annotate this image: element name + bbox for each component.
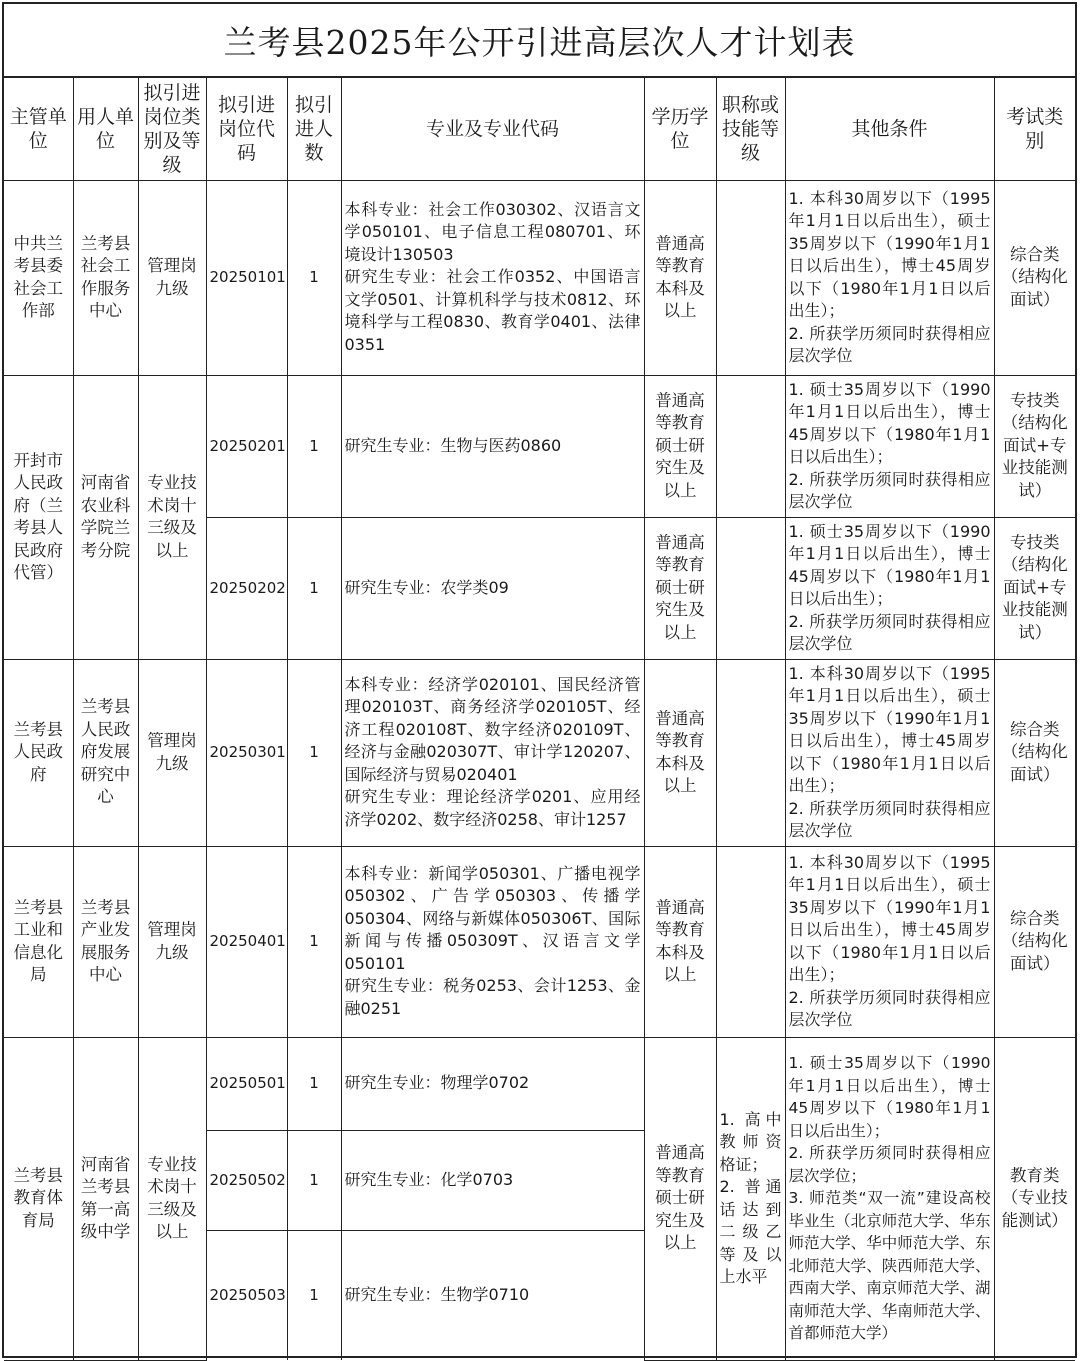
- header-exam: 考试类别: [994, 78, 1075, 180]
- header-other: 其他条件: [785, 78, 994, 180]
- recruitment-plan-table: [4, 78, 1075, 1361]
- cell-count: 1: [287, 1130, 341, 1230]
- cell-count: 1: [287, 180, 341, 375]
- page-title: 兰考县2025年公开引进高层次人才计划表: [4, 4, 1075, 78]
- cell-exam: 综合类（结构化面试）: [994, 659, 1075, 846]
- cell-education: 普通高等教育本科及以上: [644, 659, 716, 846]
- cell-exam: 综合类（结构化面试）: [994, 846, 1075, 1037]
- cell-title-level: [716, 846, 785, 1037]
- cell-title-level: [716, 375, 785, 517]
- cell-major: 研究生专业：农学类09: [341, 517, 644, 659]
- cell-post-code: 20250301: [206, 659, 287, 846]
- cell-unit: 兰考县人民政府发展研究中心: [73, 659, 138, 846]
- recruitment-plan-sheet: [2, 2, 1077, 1358]
- header-dept: 主管单位: [4, 78, 73, 180]
- cell-other: 1. 硕士35周岁以下（1990年1月1日以后出生），博士45周岁以下（1980年1月1日以后出生）； 2. 所获学历须同时获得相应层次学位: [785, 375, 994, 517]
- header-education: 学历学位: [644, 78, 716, 180]
- cell-major: 研究生专业：化学0703: [341, 1130, 644, 1230]
- cell-count: 1: [287, 1230, 341, 1360]
- header-post-code: 拟引进岗位代码: [206, 78, 287, 180]
- cell-other: 1. 本科30周岁以下（1995年1月1日以后出生），硕士35周岁以下（1990年1月1日以后出生），博士45周岁以下（1980年1月1日以后出生）； 2. 所获学历须同时获得相应层次学位: [785, 180, 994, 375]
- header-row: [4, 78, 1075, 180]
- table-row: [4, 1037, 1075, 1130]
- cell-count: 1: [287, 517, 341, 659]
- cell-count: 1: [287, 375, 341, 517]
- cell-post-code: 20250201: [206, 375, 287, 517]
- cell-post-code: 20250503: [206, 1230, 287, 1360]
- cell-post-code: 20250401: [206, 846, 287, 1037]
- cell-major: 本科专业：社会工作030302、汉语言文学050101、电子信息工程080701、环境设计130503 研究生专业：社会工作0352、中国语言文学0501、计算机科学与技术0812、环境科学与工程0830、教育学0401、法律0351: [341, 180, 644, 375]
- table-row: [4, 375, 1075, 517]
- cell-education: 普通高等教育本科及以上: [644, 846, 716, 1037]
- cell-education: 普通高等教育本科及以上: [644, 180, 716, 375]
- cell-education: 普通高等教育硕士研究生及以上: [644, 517, 716, 659]
- cell-count: 1: [287, 659, 341, 846]
- cell-dept: 兰考县工业和信息化局: [4, 846, 73, 1037]
- cell-post-code: 20250101: [206, 180, 287, 375]
- cell-dept: 中共兰考县委社会工作部: [4, 180, 73, 375]
- header-post-type: 拟引进岗位类别及等级: [138, 78, 206, 180]
- cell-title-level: [716, 180, 785, 375]
- cell-post-code: 20250502: [206, 1130, 287, 1230]
- cell-exam: 专技类（结构化面试+专业技能测试）: [994, 375, 1075, 517]
- cell-count: 1: [287, 846, 341, 1037]
- cell-post-code: 20250202: [206, 517, 287, 659]
- cell-unit: 河南省兰考县第一高级中学: [73, 1037, 138, 1360]
- cell-other: 1. 本科30周岁以下（1995年1月1日以后出生），硕士35周岁以下（1990年1月1日以后出生），博士45周岁以下（1980年1月1日以后出生）； 2. 所获学历须同时获得相应层次学位: [785, 659, 994, 846]
- cell-major: 研究生专业：生物与医药0860: [341, 375, 644, 517]
- cell-major: 研究生专业：生物学0710: [341, 1230, 644, 1360]
- header-count: 拟引进人数: [287, 78, 341, 180]
- cell-count: 1: [287, 1037, 341, 1130]
- cell-education: 普通高等教育硕士研究生及以上: [644, 375, 716, 517]
- table-row: [4, 659, 1075, 846]
- cell-dept: 开封市人民政府（兰考县人民政府代管）: [4, 375, 73, 659]
- cell-post-type: 专业技术岗十三级及以上: [138, 1037, 206, 1360]
- cell-dept: 兰考县人民政府: [4, 659, 73, 846]
- cell-unit: 兰考县产业发展服务中心: [73, 846, 138, 1037]
- cell-post-type: 专业技术岗十三级及以上: [138, 375, 206, 659]
- cell-title-level: 1. 高中教师资格证； 2. 普通话达到二级乙等及以上水平: [716, 1037, 785, 1360]
- header-title-level: 职称或技能等级: [716, 78, 785, 180]
- cell-dept: 兰考县教育体育局: [4, 1037, 73, 1360]
- cell-post-type: 管理岗九级: [138, 846, 206, 1037]
- cell-unit: 兰考县社会工作服务中心: [73, 180, 138, 375]
- cell-post-type: 管理岗九级: [138, 659, 206, 846]
- cell-major: 本科专业：经济学020101、国民经济管理020103T、商务经济学020105T、经济工程020108T、数字经济020109T、经济与金融020307T、审计学120207、国际经济与贸易020401 研究生专业：理论经济学0201、应用经济学0202、数字经济0258、审计1257: [341, 659, 644, 846]
- cell-major: 本科专业：新闻学050301、广播电视学050302、广告学050303、传播学050304、网络与新媒体050306T、国际新闻与传播050309T、汉语言文学050101 研究生专业：税务0253、会计1253、金融0251: [341, 846, 644, 1037]
- cell-exam: 专技类（结构化面试+专业技能测试）: [994, 517, 1075, 659]
- cell-post-code: 20250501: [206, 1037, 287, 1130]
- header-unit: 用人单位: [73, 78, 138, 180]
- cell-major: 研究生专业：物理学0702: [341, 1037, 644, 1130]
- cell-exam: 教育类（专业技能测试）: [994, 1037, 1075, 1360]
- cell-exam: 综合类（结构化面试）: [994, 180, 1075, 375]
- cell-other: 1. 本科30周岁以下（1995年1月1日以后出生），硕士35周岁以下（1990年1月1日以后出生），博士45周岁以下（1980年1月1日以后出生）； 2. 所获学历须同时获得相应层次学位: [785, 846, 994, 1037]
- cell-other: 1. 硕士35周岁以下（1990年1月1日以后出生），博士45周岁以下（1980年1月1日以后出生）； 2. 所获学历须同时获得相应层次学位: [785, 517, 994, 659]
- table-row: [4, 180, 1075, 375]
- cell-other: 1. 硕士35周岁以下（1990年1月1日以后出生），博士45周岁以下（1980年1月1日以后出生）； 2. 所获学历须同时获得相应层次学位； 3. 师范类“双一流”建设高校毕业生（北京师范大学、华东师范大学、华中师范大学、东北师范大学、陕西师范大学、西南大学、南京师范大学、湖南师范大学、华南师范大学、首都师范大学）: [785, 1037, 994, 1360]
- cell-unit: 河南省农业科学院兰考分院: [73, 375, 138, 659]
- header-major: 专业及专业代码: [341, 78, 644, 180]
- cell-title-level: [716, 659, 785, 846]
- cell-education: 普通高等教育硕士研究生及以上: [644, 1037, 716, 1360]
- cell-title-level: [716, 517, 785, 659]
- cell-post-type: 管理岗九级: [138, 180, 206, 375]
- table-row: [4, 846, 1075, 1037]
